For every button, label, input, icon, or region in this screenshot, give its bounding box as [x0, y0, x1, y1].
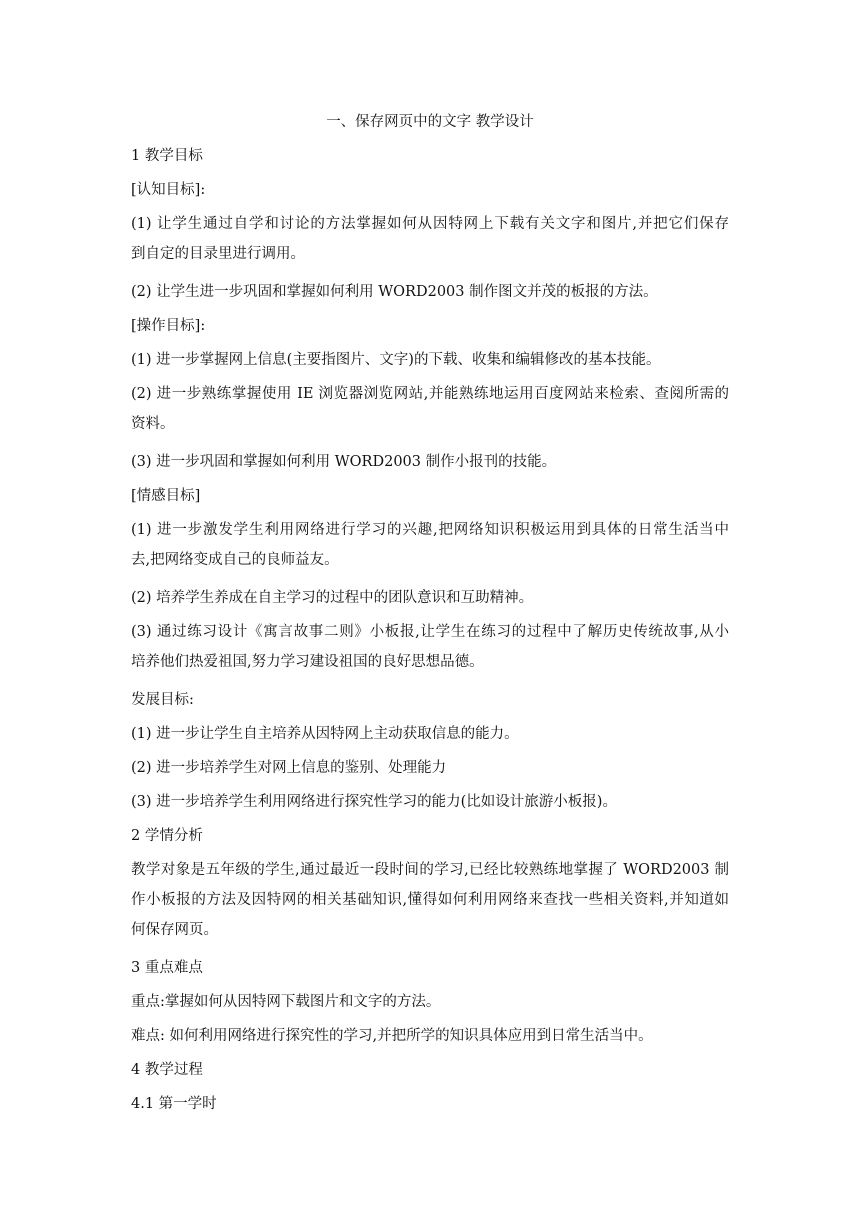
subheading-development-goals: 发展目标: — [131, 692, 194, 708]
paragraph-line: (1) 让学生通过自学和讨论的方法掌握如何从因特网上下载有关文字和图片,并把它们保存 — [131, 216, 729, 232]
paragraph-line: (2) 让学生进一步巩固和掌握如何利用 WORD2003 制作图文并茂的板报的方法。 — [131, 284, 658, 300]
paragraph-line: 难点: 如何利用网络进行探究性的学习,并把所学的知识具体应用到日常生活当中。 — [131, 1028, 653, 1044]
paragraph-line: (2) 进一步熟练掌握使用 IE 浏览器浏览网站,并能熟练地运用百度网站来检索、查阅所需的 — [131, 386, 729, 402]
paragraph-line: (3) 进一步培养学生利用网络进行探究性学习的能力(比如设计旅游小板报)。 — [131, 794, 617, 810]
paragraph-line: 去,把网络变成自己的良师益友。 — [131, 552, 339, 568]
paragraph-line: 教学对象是五年级的学生,通过最近一段时间的学习,已经比较熟练地掌握了 WORD2003 制 — [131, 862, 729, 878]
document-title: 一、保存网页中的文字 教学设计 — [326, 114, 534, 130]
paragraph-line: (3) 通过练习设计《寓言故事二则》小板报,让学生在练习的过程中了解历史传统故事,从小 — [131, 624, 729, 640]
paragraph-line: 何保存网页。 — [131, 922, 218, 938]
section-heading-objectives: 1 教学目标 — [131, 148, 203, 164]
paragraph-line: (1) 进一步让学生自主培养从因特网上主动获取信息的能力。 — [131, 726, 519, 742]
subheading-emotional-goals: [情感目标] — [131, 488, 201, 504]
subheading-operation-goals: [操作目标]: — [131, 318, 206, 334]
paragraph-line: (3) 进一步巩固和掌握如何利用 WORD2003 制作小报刊的技能。 — [131, 454, 557, 470]
subsection-heading-first-period: 4.1 第一学时 — [131, 1096, 217, 1112]
paragraph-line: 资料。 — [131, 416, 175, 432]
paragraph-line: 到自定的目录里进行调用。 — [131, 246, 305, 262]
paragraph-line: (1) 进一步掌握网上信息(主要指图片、文字)的下载、收集和编辑修改的基本技能。 — [131, 352, 661, 368]
paragraph-line: 作小板报的方法及因特网的相关基础知识,懂得如何利用网络来查找一些相关资料,并知道如 — [131, 892, 729, 908]
paragraph-line: (2) 进一步培养学生对网上信息的鉴别、处理能力 — [131, 760, 447, 776]
paragraph-line: (2) 培养学生养成在自主学习的过程中的团队意识和互助精神。 — [131, 590, 534, 606]
section-heading-learner-analysis: 2 学情分析 — [131, 828, 203, 844]
subheading-cognitive-goals: [认知目标]: — [131, 182, 206, 198]
section-heading-teaching-process: 4 教学过程 — [131, 1062, 203, 1078]
paragraph-line: (1) 进一步激发学生利用网络进行学习的兴趣,把网络知识积极运用到具体的日常生活当中 — [131, 522, 729, 538]
paragraph-line: 重点:掌握如何从因特网下载图片和文字的方法。 — [131, 994, 441, 1010]
paragraph-line: 培养他们热爱祖国,努力学习建设祖国的良好思想品德。 — [131, 654, 484, 670]
section-heading-key-points: 3 重点难点 — [131, 960, 203, 976]
